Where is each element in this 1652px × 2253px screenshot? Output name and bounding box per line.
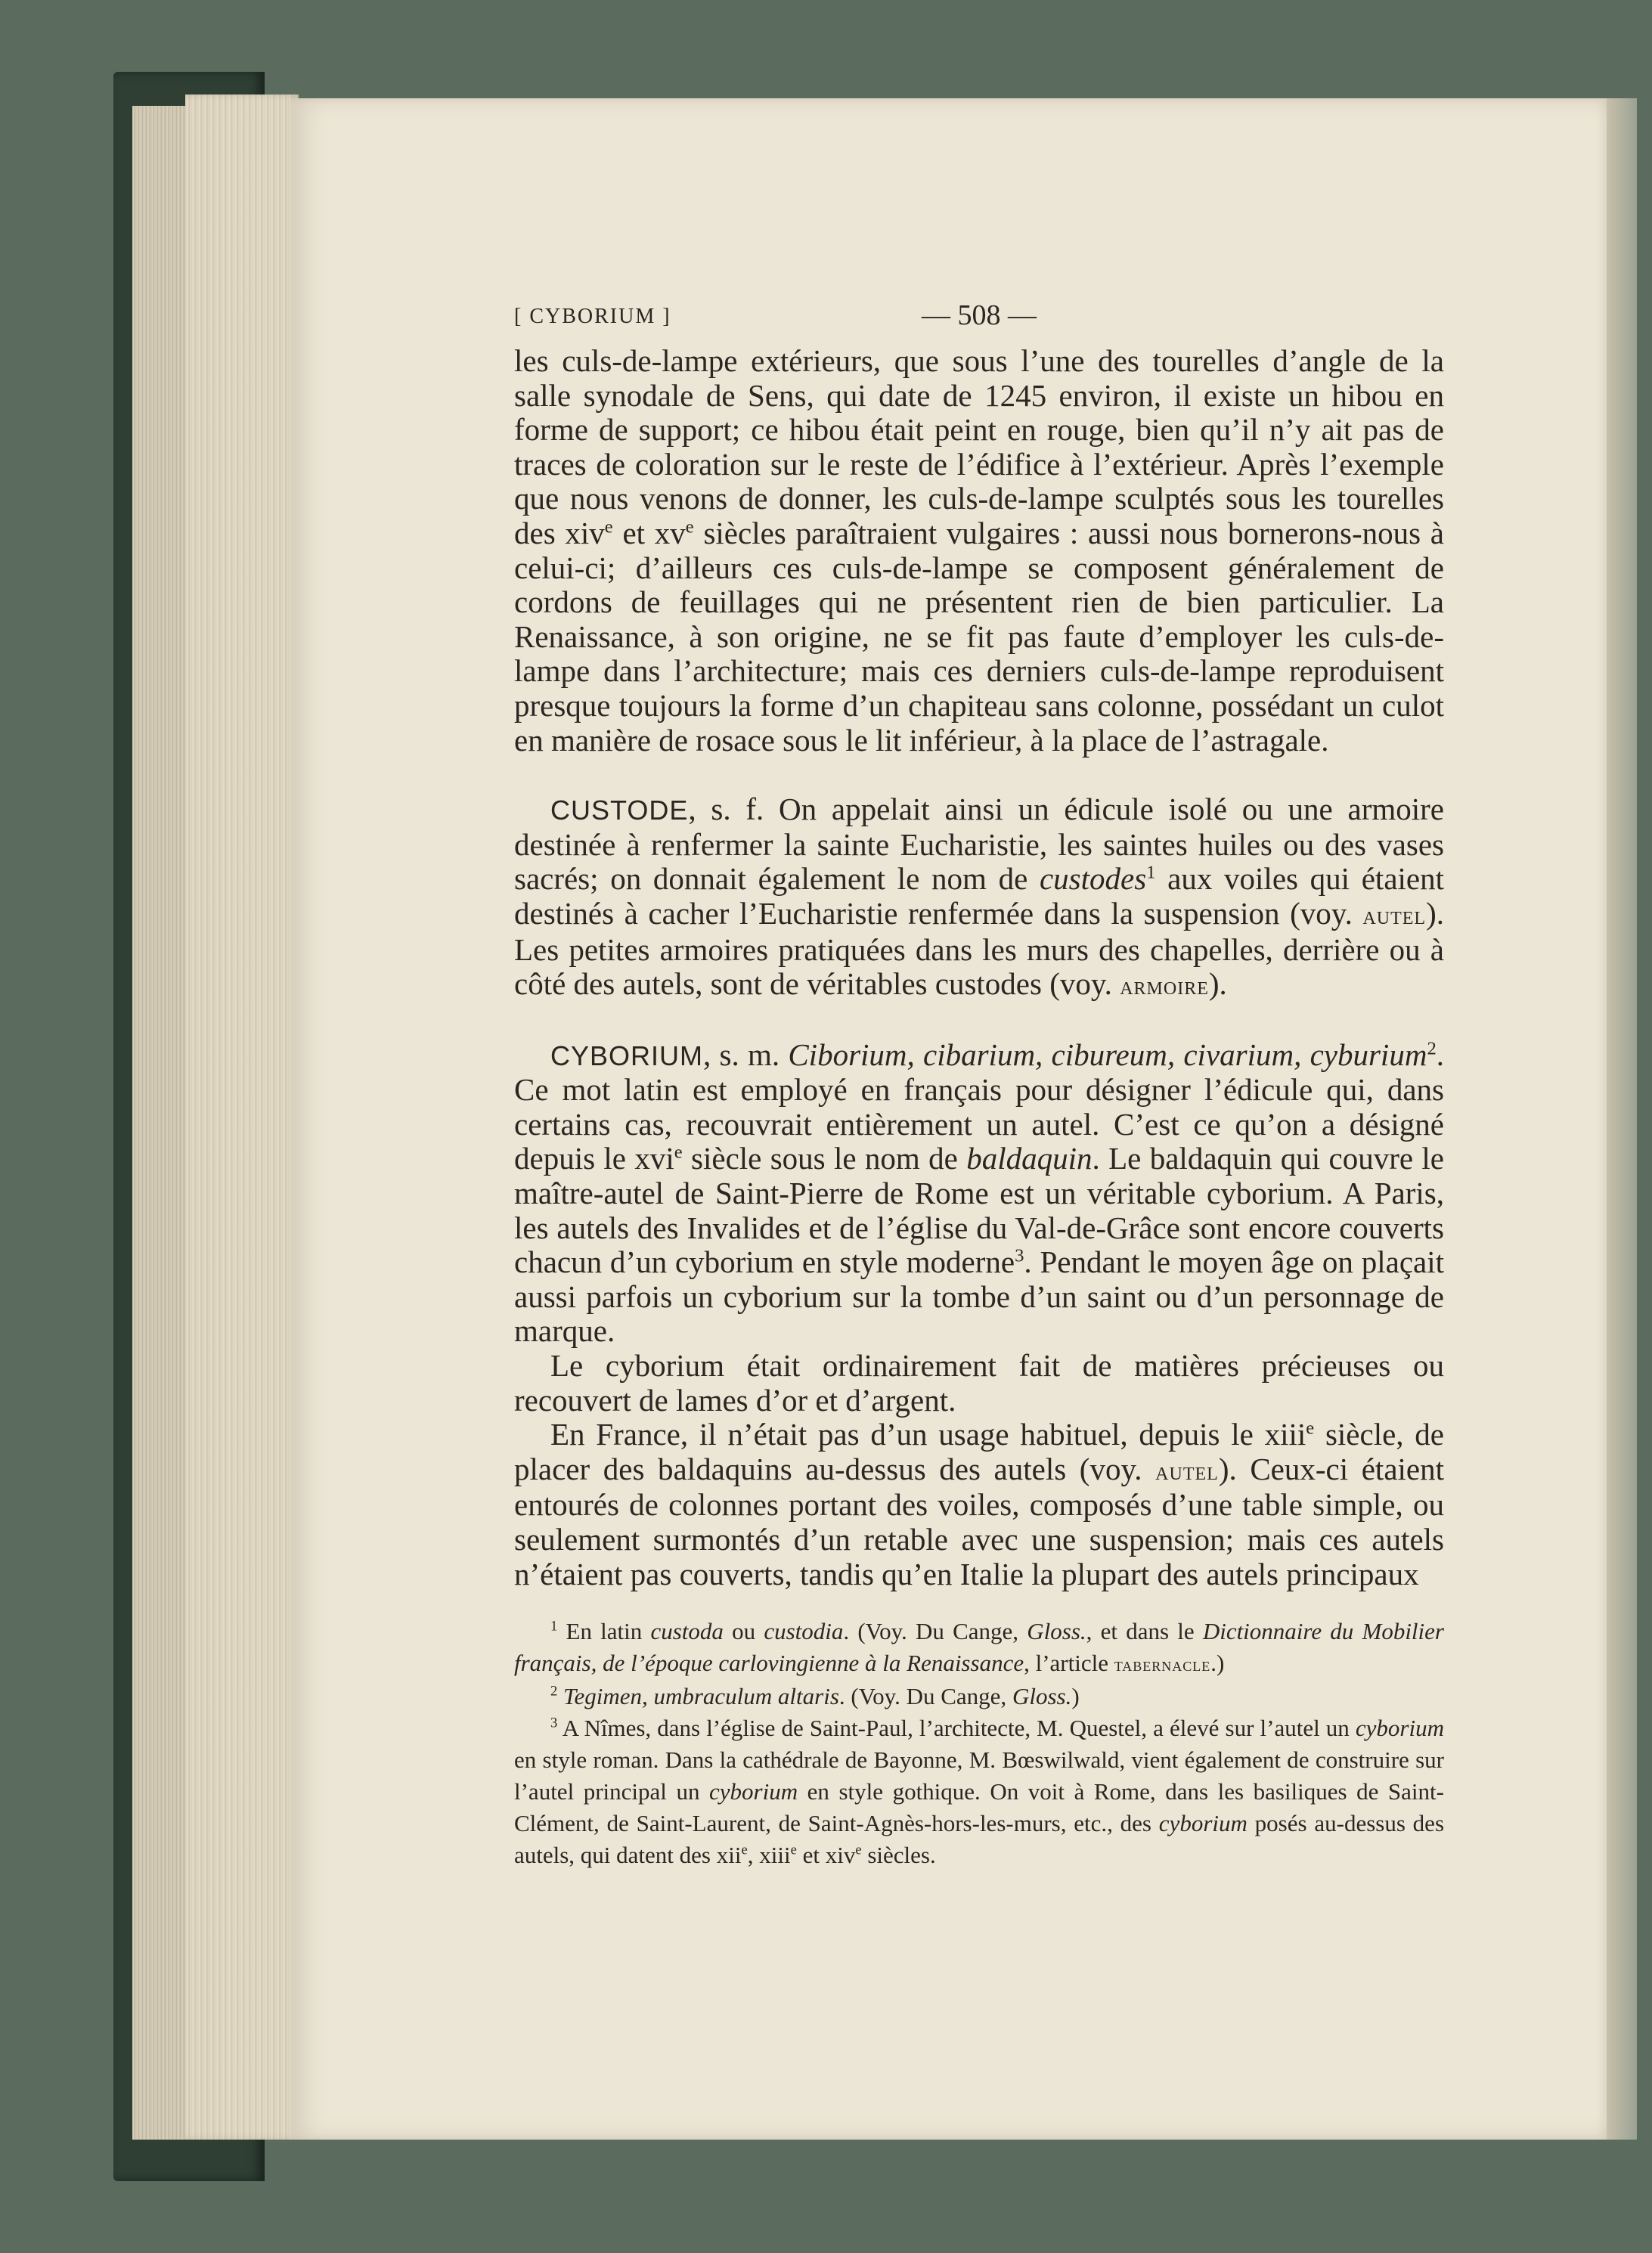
cross-ref: tabernacle	[1114, 1653, 1211, 1676]
page-stack	[185, 95, 299, 2140]
footnote-ref: 3	[1015, 1245, 1024, 1266]
superscript: e	[741, 1842, 748, 1858]
italic-term: Gloss.	[1027, 1618, 1086, 1645]
text-run: , l’article	[1024, 1650, 1114, 1677]
footnote-2	[514, 1681, 1444, 1712]
text-run: .)	[1210, 1650, 1225, 1677]
text-run: et xiv	[796, 1842, 856, 1869]
grammar: , s. f.	[688, 792, 780, 827]
text-run: A Nîmes, dans l’église de Saint-Paul, l’architecte, M. Questel, a élevé sur l’autel un	[557, 1715, 1356, 1742]
italic-term: custodia	[764, 1618, 844, 1645]
text-run: siècles.	[861, 1842, 936, 1869]
superscript: e	[790, 1842, 797, 1858]
footnote-3	[514, 1712, 1444, 1871]
italic-term: cyborium	[1355, 1715, 1444, 1742]
text-run: et xv	[612, 515, 686, 550]
text-run: . Pendant le moyen âge on plaçait aussi parfois un cyborium sur la tombe d’un saint ou d’un personnage de marque.	[514, 1244, 1444, 1349]
italic-term: custoda	[650, 1618, 724, 1645]
text-run: en style roman. Dans la cathédrale de Bayonne, M. Bœswilwald, vient également de construire sur l’autel principal un	[514, 1746, 1444, 1805]
running-head-title: [ CYBORIUM ]	[514, 305, 671, 328]
entry-cyborium	[514, 1038, 1444, 1349]
superscript: e	[855, 1842, 862, 1858]
text-run: . (Voy. Du Cange,	[838, 1683, 1012, 1710]
italic-term: Gloss.	[1012, 1683, 1072, 1710]
text-run: , et dans le	[1086, 1618, 1203, 1645]
paragraph-culs-de-lampe	[514, 344, 1444, 758]
text-run: ).	[1208, 966, 1227, 1002]
italic-term: cyborium	[709, 1778, 798, 1805]
text-run: . (Voy. Du Cange,	[843, 1618, 1027, 1645]
headword-cyborium: CYBORIUM	[550, 1040, 704, 1071]
page-number: — 508 —	[922, 299, 1037, 331]
text-run: posés au-dessus des autels, qui datent des xii	[514, 1810, 1445, 1869]
cross-ref: autel	[1362, 900, 1427, 930]
body-text	[514, 344, 1444, 1591]
text-run: aux voiles qui étaient destinés à cacher l’Eucharistie renfermée dans la suspension (voy.	[514, 861, 1444, 931]
paragraph-materials: Le cyborium était ordinairement fait de matières précieuses ou recouvert de lames d’or et d’argent.	[514, 1348, 1444, 1418]
superscript: e	[1306, 1418, 1315, 1439]
text-run: On appelait ainsi un édicule isolé ou une armoire destinée à renfermer la sainte Eucharistie, les saintes huiles ou des vases sacrés; on donnait également le nom de	[514, 792, 1444, 897]
footnote-number: 3	[550, 1715, 558, 1731]
cross-ref: autel	[1155, 1455, 1219, 1486]
italic-term: Dictionnaire du Mobilier français, de l’époque carlovingienne à la Renaissance	[514, 1618, 1444, 1677]
text-run: siècles paraîtraient vulgaires : aussi nous bornerons-nous à celui-ci; d’ailleurs ces culs-de-lampe se composent généralement de cordons de feuillages qui ne présentent rien de bien particulier. La Renaissance, à son origine, ne se fit pas faute d’employer les culs-de-lampe dans l’architecture; mais ces derniers culs-de-lampe reproduisent presque toujours la forme d’un chapiteau sans colonne, possédant un culot en manière de rosace sous le lit inférieur, à la place de l’astragale.	[514, 515, 1444, 758]
italic-term: Ciborium, cibarium, cibureum, civarium, cyburium	[788, 1037, 1427, 1072]
text-run: ou	[723, 1618, 764, 1645]
text-run: . Le baldaquin qui couvre le maître-autel de Saint-Pierre de Rome est un véritable cyborium. A Paris, les autels des Invalides et de l’église du Val-de-Grâce sont encore couverts chacun d’un cyborium en style moderne	[514, 1141, 1445, 1280]
running-head	[514, 299, 1444, 344]
text-run: En latin	[557, 1618, 651, 1645]
text-run: les culs-de-lampe extérieurs, que sous l’une des tourelles d’angle de la salle synodale de Sens, qui date de 1245 environ, il existe un hibou en forme de support; ce hibou était peint en rouge, bien qu’il n’y ait pas de traces de coloration sur le reste de l’édifice à l’extérieur. Après l’exemple que nous venons de donner, les culs-de-lampe sculptés sous les tourelles des xiv	[514, 343, 1444, 550]
grammar: , s. m.	[703, 1037, 789, 1072]
text-run: )	[1071, 1683, 1080, 1710]
text-run: siècle sous le nom de	[682, 1141, 967, 1176]
text-run: en style gothique. On voit à Rome, dans les basiliques de Saint-Clément, de Saint-Laurent, de Saint-Agnès-hors-les-murs, etc., des	[514, 1778, 1444, 1837]
headword-custode: CUSTODE	[550, 795, 689, 826]
italic-term: Tegimen, umbraculum altaris	[557, 1683, 839, 1710]
footnote-ref: 2	[1427, 1038, 1437, 1059]
italic-term: baldaquin	[966, 1141, 1093, 1176]
italic-term: cyborium	[1158, 1810, 1248, 1837]
page-right-edge	[1607, 98, 1637, 2140]
paragraph-france	[514, 1418, 1444, 1591]
footnotes	[514, 1616, 1444, 1871]
superscript: e	[604, 516, 613, 538]
text-run: siècle, de placer des baldaquins au-dessus des autels (voy.	[514, 1417, 1444, 1486]
footnote-number: 1	[550, 1618, 558, 1635]
page-edges	[132, 106, 187, 2140]
superscript: e	[685, 516, 694, 538]
text-run: . Ce mot latin est employé en français pour désigner l’édicule qui, dans certains cas, recouvrait entièrement un autel. C’est ce qu’on a désigné depuis le xvi	[514, 1037, 1444, 1176]
page-content	[514, 299, 1444, 1871]
text-run: ). Les petites armoires pratiquées dans les murs des chapelles, derrière ou à côté des autels, sont de véritables custodes (voy.	[514, 895, 1444, 1002]
cross-ref: armoire	[1120, 971, 1209, 1001]
text-run: En France, il n’était pas d’un usage habituel, depuis le xiii	[550, 1417, 1306, 1452]
superscript: e	[674, 1142, 683, 1163]
entry-custode	[514, 792, 1444, 1003]
text-run: ). Ceux-ci étaient entourés de colonnes portant des voiles, composés d’une table simple, ou seulement surmontés d’un retable avec une suspension; mais ces autels n’étaient pas couverts, tandis qu’en Italie la plupart des autels principaux	[514, 1451, 1444, 1591]
italic-term: custodes	[1039, 861, 1147, 897]
text-run: , xiii	[747, 1842, 791, 1869]
footnote-ref: 1	[1146, 862, 1156, 883]
footnote-1	[514, 1616, 1444, 1681]
footnote-number: 2	[550, 1683, 558, 1700]
